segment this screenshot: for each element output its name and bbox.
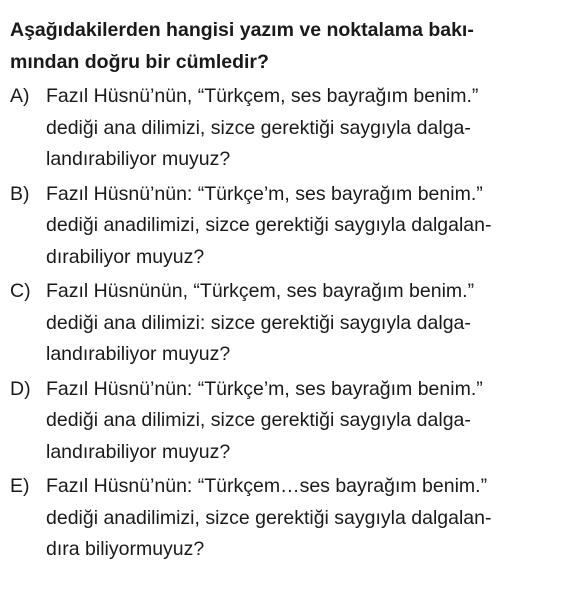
option-letter: A) xyxy=(10,85,30,107)
question-stem-line: Aşağıdakilerden hangisi yazım ve noktalama bakı- xyxy=(10,19,474,41)
option-text-line: Fazıl Hüsnü’nün: “Türkçe’m, ses bayrağım benim.” xyxy=(46,377,483,400)
option-text xyxy=(46,179,491,274)
answer-option-b[interactable] xyxy=(10,179,544,274)
question-stem-line: mından doğru bir cümledir? xyxy=(10,51,269,73)
option-text xyxy=(46,81,478,176)
option-text-line: Fazıl Hüsnü’nün: “Türkçem…ses bayrağım benim.” xyxy=(46,475,488,497)
option-text-line: landırabiliyor muyuz? xyxy=(46,148,231,170)
answer-option-a[interactable] xyxy=(10,81,544,176)
answer-option-d[interactable] xyxy=(10,374,544,469)
option-text xyxy=(46,471,491,566)
option-letter: C) xyxy=(10,280,31,302)
answer-option-c[interactable] xyxy=(10,276,544,371)
option-letter: B) xyxy=(10,182,30,205)
option-text-line: dediği ana dilimizi, sizce gerektiği saygıyla dalga- xyxy=(46,409,471,431)
answer-option-e[interactable] xyxy=(10,471,544,566)
question-stem xyxy=(10,14,544,78)
option-text-line: dıra biliyormuyuz? xyxy=(46,538,205,560)
option-letter: E) xyxy=(10,475,30,497)
option-text xyxy=(46,374,483,469)
option-text-line: Fazıl Hüsnünün, “Türkçem, ses bayrağım benim.” xyxy=(46,280,475,302)
option-text-line: dediği anadilimizi, sizce gerektiği saygıyla dalgalan- xyxy=(46,214,492,236)
option-text-line: landırabiliyor muyuz? xyxy=(46,440,231,463)
option-text-line: Fazıl Hüsnü’nün: “Türkçe’m, ses bayrağım benim.” xyxy=(46,182,483,205)
option-text-line: Fazıl Hüsnü’nün, “Türkçem, ses bayrağım benim.” xyxy=(46,85,479,107)
option-text-line: dediği anadilimizi, sizce gerektiği saygıyla dalgalan- xyxy=(46,506,492,529)
option-text-line: dediği ana dilimizi: sizce gerektiği saygıyla dalga- xyxy=(46,311,471,334)
option-text-line: landırabiliyor muyuz? xyxy=(46,343,231,365)
option-letter: D) xyxy=(10,377,31,400)
option-text-line: dediği ana dilimizi, sizce gerektiği saygıyla dalga- xyxy=(46,116,471,139)
option-text xyxy=(46,276,474,371)
option-text-line: dırabiliyor muyuz? xyxy=(46,245,205,268)
